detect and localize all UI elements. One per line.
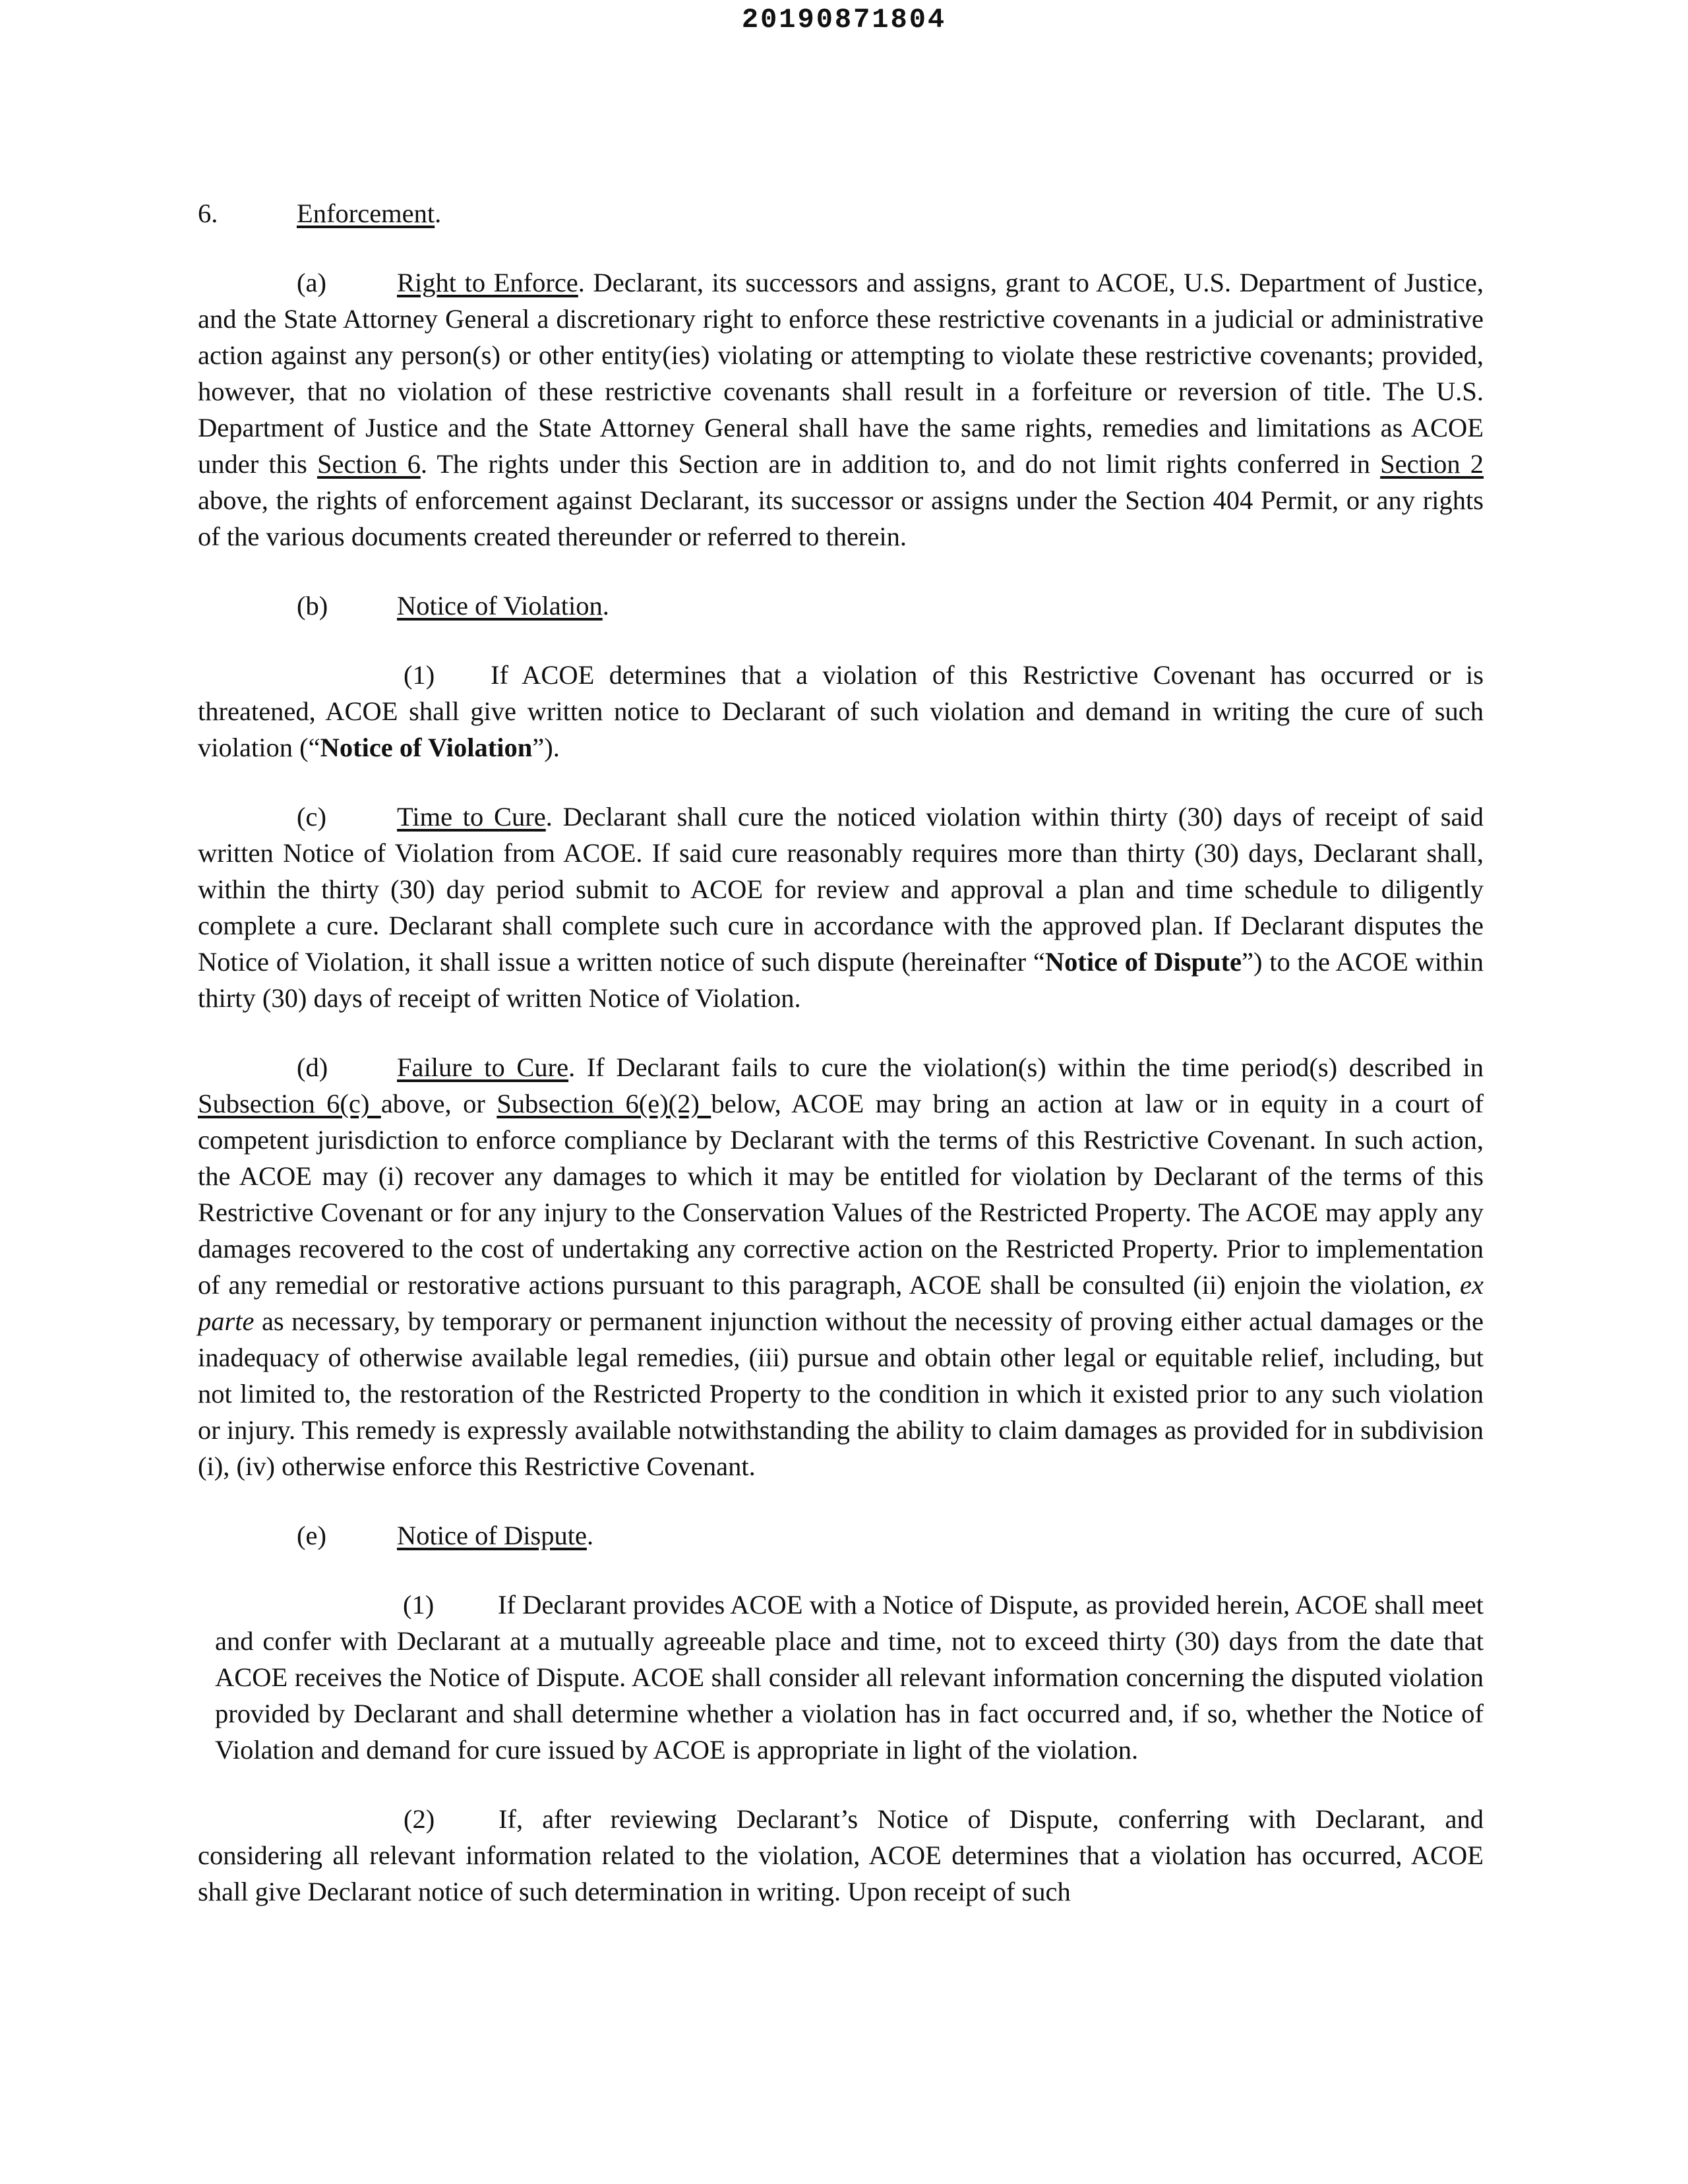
paragraph-c-heading: Time to Cure (397, 802, 546, 832)
section-number: 6. (198, 198, 218, 228)
paragraph-c-marker: (c) (297, 802, 326, 832)
document-number: 20190871804 (741, 4, 947, 36)
document-page (198, 195, 1484, 1943)
paragraph-b-marker: (b) (297, 591, 328, 621)
paragraph-e-1: (1) If Declarant provides ACOE with a Notice of Dispute, as provided herein, ACOE shall meet and confer with Declarant at a mutually agreeable place and time, not to exceed thirty (30) days from the date that ACOE receives the Notice of Dispute. ACOE shall consider all relevant information concerning the disputed violation provided by Declarant and shall determine whether a violation has in fact occurred and, if so, whether the Notice of Violation and demand for cure issued by ACOE is appropriate in light of the violation. (198, 1587, 1484, 1768)
paragraph-d-heading: Failure to Cure (397, 1052, 569, 1082)
paragraph-e-2-marker: (2) (404, 1804, 435, 1834)
section-2-reference: Section 2 (1380, 449, 1484, 479)
subsection-6c-reference: Subsection 6(c) (198, 1089, 381, 1118)
paragraph-b-heading: Notice of Violation (397, 591, 603, 621)
paragraph-a: (a) Right to Enforce. Declarant, its successors and assigns, grant to ACOE, U.S. Department of Justice, and the State Attorney General a discretionary right to enforce these restrictive covenants in a judicial or administrative action against any person(s) or other entity(ies) violating or attempting to violate these restrictive covenants; provided, however, that no violation of these restrictive covenants shall result in a forfeiture or reversion of title. The U.S. Department of Justice and the State Attorney General shall have the same rights, remedies and limitations as ACOE under this Section 6. The rights under this Section are in addition to, and do not limit rights conferred in Section 2 above, the rights of enforcement against Declarant, its successor or assigns under the Section 404 Permit, or any rights of the various documents created thereunder or referred to therein. (198, 264, 1484, 555)
paragraph-c: (c) Time to Cure. Declarant shall cure the noticed violation within thirty (30) days of receipt of said written Notice of Violation from ACOE. If said cure reasonably requires more than thirty (30) days, Declarant shall, within the thirty (30) day period submit to ACOE for review and approval a plan and time schedule to diligently complete a cure. Declarant shall complete such cure in accordance with the approved plan. If Declarant disputes the Notice of Violation, it shall issue a written notice of such dispute (hereinafter “Notice of Dispute”) to the ACOE within thirty (30) days of receipt of written Notice of Violation. (198, 799, 1484, 1016)
notice-of-dispute-term: Notice of Dispute (1044, 947, 1242, 977)
paragraph-a-heading: Right to Enforce (397, 268, 578, 297)
paragraph-e-2: (2) If, after reviewing Declarant’s Notice of Dispute, conferring with Declarant, and considering all relevant information related to the violation, ACOE determines that a violation has occurred, ACOE shall give Declarant notice of such determination in writing. Upon receipt of such (198, 1801, 1484, 1910)
paragraph-d-marker: (d) (297, 1052, 328, 1082)
paragraph-a-marker: (a) (297, 268, 326, 297)
paragraph-b: (b) Notice of Violation. (198, 588, 1484, 624)
section-heading: 6. Enforcement. (198, 195, 1484, 231)
paragraph-e: (e) Notice of Dispute. (198, 1517, 1484, 1554)
paragraph-e-marker: (e) (297, 1521, 326, 1550)
subsection-6e2-reference: Subsection 6(e)(2) (497, 1089, 711, 1118)
section-6-reference: Section 6 (316, 449, 421, 479)
paragraph-d: (d) Failure to Cure. If Declarant fails to cure the violation(s) within the time period(s) described in Subsection 6(c) above, or Subsection 6(e)(2) below, ACOE may bring an action at law or in equity in a court of competent jurisdiction to enforce compliance by Declarant with the terms of this Restrictive Covenant. In such action, the ACOE may (i) recover any damages to which it may be entitled for violation by Declarant of the terms of this Restrictive Covenant or for any injury to the Conservation Values of the Restricted Property. The ACOE may apply any damages recovered to the cost of undertaking any corrective action on the Restricted Property. Prior to implementation of any remedial or restorative actions pursuant to this paragraph, ACOE shall be consulted (ii) enjoin the violation, ex parte as necessary, by temporary or permanent injunction without the necessity of proving either actual damages or the inadequacy of otherwise available legal remedies, (iii) pursue and obtain other legal or equitable relief, including, but not limited to, the restoration of the Restricted Property to the condition in which it existed prior to any such violation or injury. This remedy is expressly available notwithstanding the ability to claim damages as provided for in subdivision (i), (iv) otherwise enforce this Restrictive Covenant. (198, 1049, 1484, 1484)
paragraph-e-1-marker: (1) (403, 1590, 435, 1620)
paragraph-b-1: (1) If ACOE determines that a violation of this Restrictive Covenant has occurred or is threatened, ACOE shall give written notice to Declarant of such violation and demand in writing the cure of such violation (“Notice of Violation”). (198, 657, 1484, 766)
paragraph-b-1-marker: (1) (404, 660, 435, 690)
ex-parte-term: ex parte (198, 1270, 1484, 1336)
notice-of-violation-term: Notice of Violation (320, 733, 533, 762)
section-title: Enforcement (297, 198, 435, 228)
paragraph-e-heading: Notice of Dispute (397, 1521, 587, 1550)
